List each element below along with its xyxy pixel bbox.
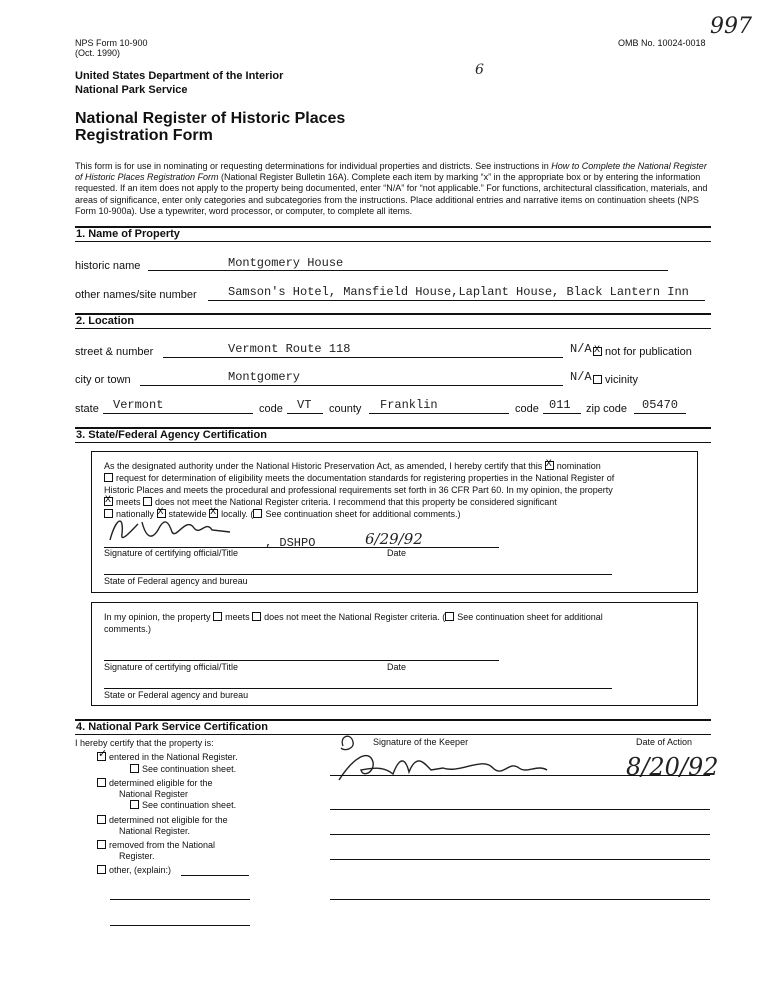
page-mark: 6 xyxy=(475,62,484,78)
does-not-meet-checkbox[interactable] xyxy=(143,497,152,506)
explain-line-2 xyxy=(110,925,250,926)
keeper-signature xyxy=(333,728,563,790)
statewide-label: statewide xyxy=(168,509,207,519)
county-code-line xyxy=(543,413,581,414)
not-eligible-checkbox[interactable] xyxy=(97,815,106,824)
entered-continuation-checkbox[interactable] xyxy=(130,764,139,773)
eligible-continuation xyxy=(130,800,236,812)
opinion-text-c: See continuation sheet for additional xyxy=(457,612,603,622)
county-line xyxy=(369,413,509,414)
zip-label: zip code xyxy=(586,403,627,415)
opinion-does-not-meet-checkbox[interactable] xyxy=(252,612,261,621)
certify-intro: I hereby certify that the property is: xyxy=(75,738,214,748)
entered-checkbox[interactable] xyxy=(97,752,106,761)
state-line xyxy=(103,413,253,414)
keeper-line-4 xyxy=(330,859,710,860)
opinion-text-b: does not meet the National Register criteria. ( xyxy=(264,612,446,622)
opinion-line-2: comments.) xyxy=(104,624,152,634)
locally-label: locally. ( xyxy=(221,509,254,519)
city-label: city or town xyxy=(75,374,131,386)
cert-line-2 xyxy=(104,473,614,485)
eligible-label-1: determined eligible for the xyxy=(109,778,213,788)
signature-label-2: Signature of certifying official/Title xyxy=(104,662,239,672)
keeper-label: Signature of the Keeper xyxy=(373,737,469,747)
certifying-title-value: , DSHPO xyxy=(265,536,316,550)
removed-label-2: Register. xyxy=(119,851,155,861)
section3-heading: 3. State/Federal Agency Certification xyxy=(76,429,267,441)
not-publication-checkbox[interactable] xyxy=(593,347,602,356)
removed-checkbox[interactable] xyxy=(97,840,106,849)
code-label: code xyxy=(259,403,283,415)
intro-bulletin-title: How to Complete the National Register of Historic Places Registration Form xyxy=(75,161,707,183)
other-checkbox[interactable] xyxy=(97,865,106,874)
eligible-continuation-checkbox[interactable] xyxy=(130,800,139,809)
vicinity-text: vicinity xyxy=(605,374,639,386)
page-subtitle: Registration Form xyxy=(75,127,213,144)
vicinity-label xyxy=(593,374,638,386)
agency-label-2: State or Federal agency and bureau xyxy=(104,690,249,700)
state-label: state xyxy=(75,403,99,415)
not-eligible-label-1: determined not eligible for the xyxy=(109,815,228,825)
other-names-label: other names/site number xyxy=(75,289,197,301)
opinion-line-1 xyxy=(104,612,603,624)
removed-label-1: removed from the National xyxy=(109,840,216,850)
not-publication-label xyxy=(593,346,692,358)
opinion-meets-label: meets xyxy=(225,612,250,622)
zip-value: 05470 xyxy=(642,398,679,412)
other-option xyxy=(97,865,171,877)
entered-continuation xyxy=(130,764,236,776)
city-line xyxy=(140,385,563,386)
cert-line-1-text: As the designated authority under the National Historic Preservation Act, as amended, I hereby certify that this xyxy=(104,461,543,471)
not-eligible-label-2: National Register. xyxy=(119,826,191,836)
section2-underline xyxy=(75,328,711,329)
cert-line-4-text: does not meet the National Register criteria. I recommend that this property be considered significant xyxy=(155,497,557,507)
not-publication-value: N/A xyxy=(570,342,592,356)
not-publication-text: not for publication xyxy=(605,346,692,358)
eligible-label-2: National Register xyxy=(119,789,189,799)
intro-paragraph xyxy=(75,161,715,217)
entered-continuation-label: See continuation sheet. xyxy=(142,764,237,774)
county-label: county xyxy=(329,403,362,415)
nomination-label: nomination xyxy=(556,461,601,471)
omb-number: OMB No. 10024-0018 xyxy=(618,38,706,48)
street-label: street & number xyxy=(75,346,154,358)
historic-name-value: Montgomery House xyxy=(228,256,344,270)
meets-label: meets xyxy=(116,497,141,507)
certifying-signature xyxy=(102,510,262,550)
keeper-line-1 xyxy=(330,775,710,776)
section1-underline xyxy=(75,241,711,242)
entered-option xyxy=(97,752,238,764)
department: United States Department of the Interior xyxy=(75,70,284,82)
nationally-label: nationally xyxy=(116,509,155,519)
other-names-value: Samson's Hotel, Mansfield House,Laplant House, Black Lantern Inn xyxy=(228,285,689,299)
code-value: VT xyxy=(297,398,312,412)
intro-text-a: This form is for use in nominating or requesting determinations for individual properties and districts. See instructions in xyxy=(75,161,552,171)
street-value: Vermont Route 118 xyxy=(228,342,351,356)
intro-text-c: (National Register Bulletin 16A). Complete each item by marking “x” in the appropriate box or by entering the information requested. If an item does not apply to the property being documented, enter “N/A” for “not applicable.” For functions, architectural classification, materials, and areas of significance, enter only categories and subcategories from the instructions. Place additional entries and narrative items on continuation sheets (NPS Form 10-900a). Use a typewriter, word processor, or computer, to complete all items. xyxy=(75,172,708,216)
other-label: other, (explain:) xyxy=(109,865,172,875)
vicinity-value: N/A xyxy=(570,370,592,384)
other-line xyxy=(181,875,249,876)
form-date: (Oct. 1990) xyxy=(75,48,121,58)
cert-line-1 xyxy=(104,461,601,473)
signature-line-2 xyxy=(104,660,499,661)
cert-line-3: Historic Places and meets the procedural and professional requirements set forth in 36 CFR Part 60. In my opinion, the property xyxy=(104,485,613,495)
section1-heading: 1. Name of Property xyxy=(76,228,180,240)
vicinity-checkbox[interactable] xyxy=(593,375,602,384)
cert-line-5-text: See continuation sheet for additional comments.) xyxy=(265,509,461,519)
certifying-date-value: 6/29/92 xyxy=(365,530,423,548)
street-line xyxy=(163,357,563,358)
agency-label-1: State of Federal agency and bureau xyxy=(104,576,248,586)
eligible-continuation-label: See continuation sheet. xyxy=(142,800,237,810)
opinion-meets-checkbox[interactable] xyxy=(213,612,222,621)
section4-heading: 4. National Park Service Certification xyxy=(76,721,268,733)
county-value: Franklin xyxy=(380,398,438,412)
date-label-2: Date xyxy=(387,662,407,672)
service: National Park Service xyxy=(75,84,188,96)
opinion-text-a: In my opinion, the property xyxy=(104,612,211,622)
agency-line-1 xyxy=(104,574,612,575)
state-value: Vermont xyxy=(113,398,164,412)
cert-line-4 xyxy=(104,497,557,509)
meets-checkbox[interactable] xyxy=(104,497,113,506)
agency-line-2 xyxy=(104,688,612,689)
cert-line-2-text: request for determination of eligibility meets the documentation standards for registering properties in the National Register of xyxy=(116,473,615,483)
code-line xyxy=(287,413,323,414)
removed-option xyxy=(97,840,215,852)
city-value: Montgomery xyxy=(228,370,301,384)
continuation-checkbox-2[interactable] xyxy=(445,612,454,621)
section3-underline xyxy=(75,442,711,443)
historic-name-line xyxy=(148,270,668,271)
eligible-checkbox[interactable] xyxy=(97,778,106,787)
date-label-1: Date xyxy=(387,548,407,558)
keeper-line-5 xyxy=(330,899,710,900)
county-code-value: 011 xyxy=(549,398,571,412)
keeper-line-2 xyxy=(330,809,710,810)
keeper-line-3 xyxy=(330,834,710,835)
other-names-line xyxy=(208,300,705,301)
form-number: NPS Form 10-900 xyxy=(75,38,148,48)
handwritten-number: 997 xyxy=(710,14,752,39)
certification-box xyxy=(91,451,698,593)
entered-label: entered in the National Register. xyxy=(109,752,238,762)
county-code-label: code xyxy=(515,403,539,415)
request-checkbox[interactable] xyxy=(104,473,113,482)
page-title: National Register of Historic Places xyxy=(75,110,346,127)
explain-line-1 xyxy=(110,899,250,900)
date-of-action-label: Date of Action xyxy=(636,737,693,747)
date-of-action-value: 8/20/92 xyxy=(626,753,719,781)
signature-label-1: Signature of certifying official/Title xyxy=(104,548,239,558)
opinion-box xyxy=(91,602,698,706)
historic-name-label: historic name xyxy=(75,260,141,272)
section2-heading: 2. Location xyxy=(76,315,135,327)
nomination-checkbox[interactable] xyxy=(545,461,554,470)
zip-line xyxy=(634,413,686,414)
section2-rule xyxy=(75,313,711,315)
